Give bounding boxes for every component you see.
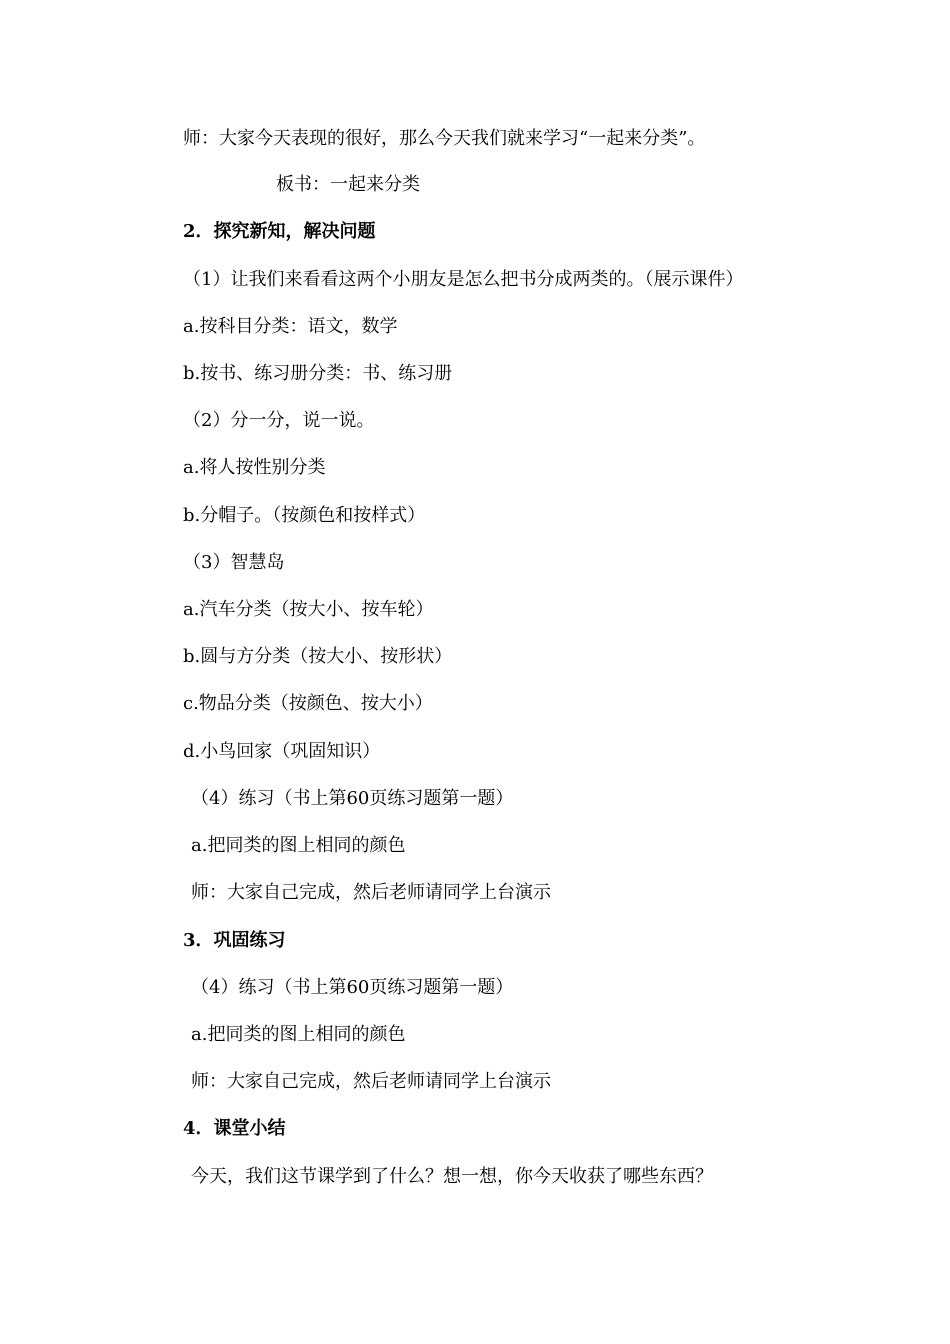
practice-step-4-line: （4）练习（书上第60页练习题第一题）: [191, 977, 514, 998]
step-2-line: （2）分一分，说一说。: [183, 410, 375, 431]
step-3b-line: b.圆与方分类（按大小、按形状）: [183, 646, 453, 667]
step-3-line: （3）智慧岛: [183, 552, 285, 573]
practice-step-4a-line: a.把同类的图上相同的颜色: [191, 1024, 406, 1045]
step-1a-line: a.按科目分类：语文，数学: [183, 316, 398, 337]
practice-teacher-instruction-line: 师：大家自己完成，然后老师请同学上台演示: [191, 1071, 551, 1092]
section-heading-summary: 4．课堂小结: [183, 1118, 286, 1139]
step-1b-line: b.按书、练习册分类：书、练习册: [183, 363, 453, 384]
section-heading-practice: 3．巩固练习: [183, 930, 286, 951]
step-3c-line: c.物品分类（按颜色、按大小）: [183, 693, 433, 714]
board-writing-line: 板书：一起来分类: [276, 174, 420, 195]
teacher-intro-line: 师：大家今天表现的很好，那么今天我们就来学习“一起来分类”。: [183, 128, 706, 149]
step-2a-line: a.将人按性别分类: [183, 457, 326, 478]
section-heading-explore: 2．探究新知，解决问题: [183, 221, 376, 242]
step-4-line: （4）练习（书上第60页练习题第一题）: [191, 788, 514, 809]
teacher-instruction-line: 师：大家自己完成，然后老师请同学上台演示: [191, 882, 551, 903]
step-3d-line: d.小鸟回家（巩固知识）: [183, 741, 381, 762]
summary-line: 今天，我们这节课学到了什么？想一想，你今天收获了哪些东西？: [191, 1166, 713, 1187]
step-4a-line: a.把同类的图上相同的颜色: [191, 835, 406, 856]
step-3a-line: a.汽车分类（按大小、按车轮）: [183, 599, 434, 620]
step-2b-line: b.分帽子。（按颜色和按样式）: [183, 505, 426, 526]
step-1-line: （1）让我们来看看这两个小朋友是怎么把书分成两类的。（展示课件）: [183, 269, 744, 290]
